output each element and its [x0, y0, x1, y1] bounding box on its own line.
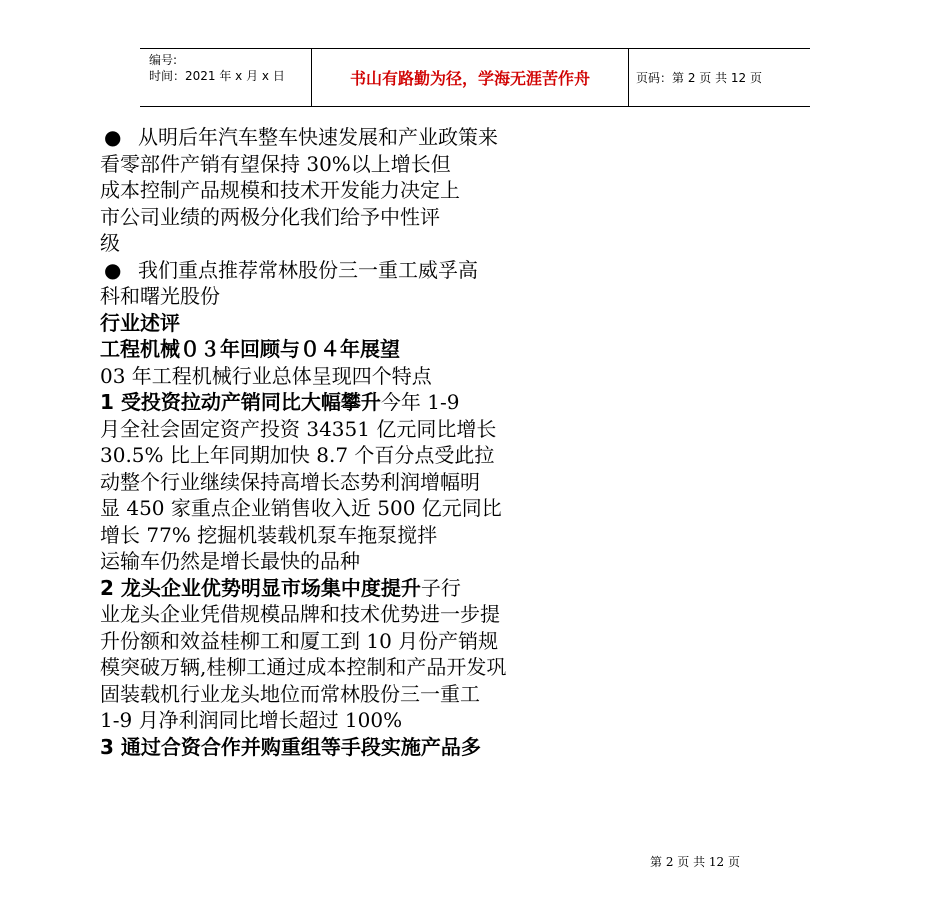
- document-body: [100, 124, 620, 760]
- bullet-line: 科和曙光股份: [100, 284, 220, 308]
- point-line: 30.5% 比上年同期加快 8.7 个百分点受此拉: [100, 443, 495, 467]
- doc-time-label: 时间：2021 年 x 月 x 日: [149, 69, 285, 83]
- point-line: 1-9 月净利润同比增长超过 100%: [100, 708, 403, 732]
- point-heading: 3 通过合资合作并购重组等手段实施产品多: [100, 734, 481, 759]
- doc-number-label: 编号:: [149, 53, 178, 67]
- point-first-line: [100, 575, 620, 602]
- point-line: 月全社会固定资产投资 34351 亿元同比增长: [100, 416, 497, 441]
- bullet-icon: ●: [104, 125, 122, 149]
- header-meta-cell: [140, 49, 310, 106]
- bullet-icon: ●: [104, 257, 122, 282]
- point-line: 升份额和效益桂柳工和厦工到 10 月份产销规: [100, 628, 499, 653]
- motto-text: 书山有路勤为径，学海无涯苦作舟: [349, 69, 590, 88]
- page-header: [140, 48, 810, 107]
- section-title: 行业述评: [100, 310, 180, 335]
- header-motto-cell: [311, 49, 629, 106]
- point-line: 动整个行业继续保持高增长态势利润增幅明: [100, 469, 480, 494]
- bullet-line: 成本控制产品规模和技术开发能力决定上: [100, 178, 460, 202]
- point-first-line: [100, 389, 620, 416]
- point-line: 固装载机行业龙头地位而常林股份三一重工: [100, 681, 480, 706]
- point-line: 增长 77% 挖掘机装载机泵车拖泵搅拌: [100, 522, 438, 547]
- point-first-line: [100, 734, 620, 761]
- bullet-line: 级: [100, 231, 120, 255]
- point-text: 今年 1-9: [380, 390, 460, 414]
- point-heading: 1 受投资拉动产销同比大幅攀升: [100, 390, 381, 414]
- page-footer: 第 2 页 共 12 页: [650, 855, 740, 869]
- bullet-item: [100, 124, 620, 151]
- point-line: 模突破万辆,桂柳工通过成本控制和产品开发巩: [100, 655, 507, 679]
- page-code: 页码：第 2 页 共 12 页: [636, 70, 762, 85]
- bullet-line: 市公司业绩的两极分化我们给予中性评: [100, 204, 440, 229]
- intro-line: 03 年工程机械行业总体呈现四个特点: [100, 363, 432, 388]
- header-page-cell: [628, 49, 810, 106]
- bullet-item: [100, 257, 620, 284]
- bullet-line: 从明后年汽车整车快速发展和产业政策来: [138, 125, 498, 149]
- bullet-line: 我们重点推荐常林股份三一重工威孚高: [138, 257, 478, 282]
- bullet-line: 看零部件产销有望保持 30%以上增长但: [100, 151, 451, 176]
- point-line: 运输车仍然是增长最快的品种: [100, 549, 360, 573]
- subsection-title: 工程机械０３年回顾与０４年展望: [100, 337, 400, 361]
- point-text: 子行: [420, 575, 461, 600]
- point-heading: 2 龙头企业优势明显市场集中度提升: [100, 575, 421, 600]
- point-line: 业龙头企业凭借规模品牌和技术优势进一步提: [100, 602, 500, 626]
- point-line: 显 450 家重点企业销售收入近 500 亿元同比: [100, 496, 502, 520]
